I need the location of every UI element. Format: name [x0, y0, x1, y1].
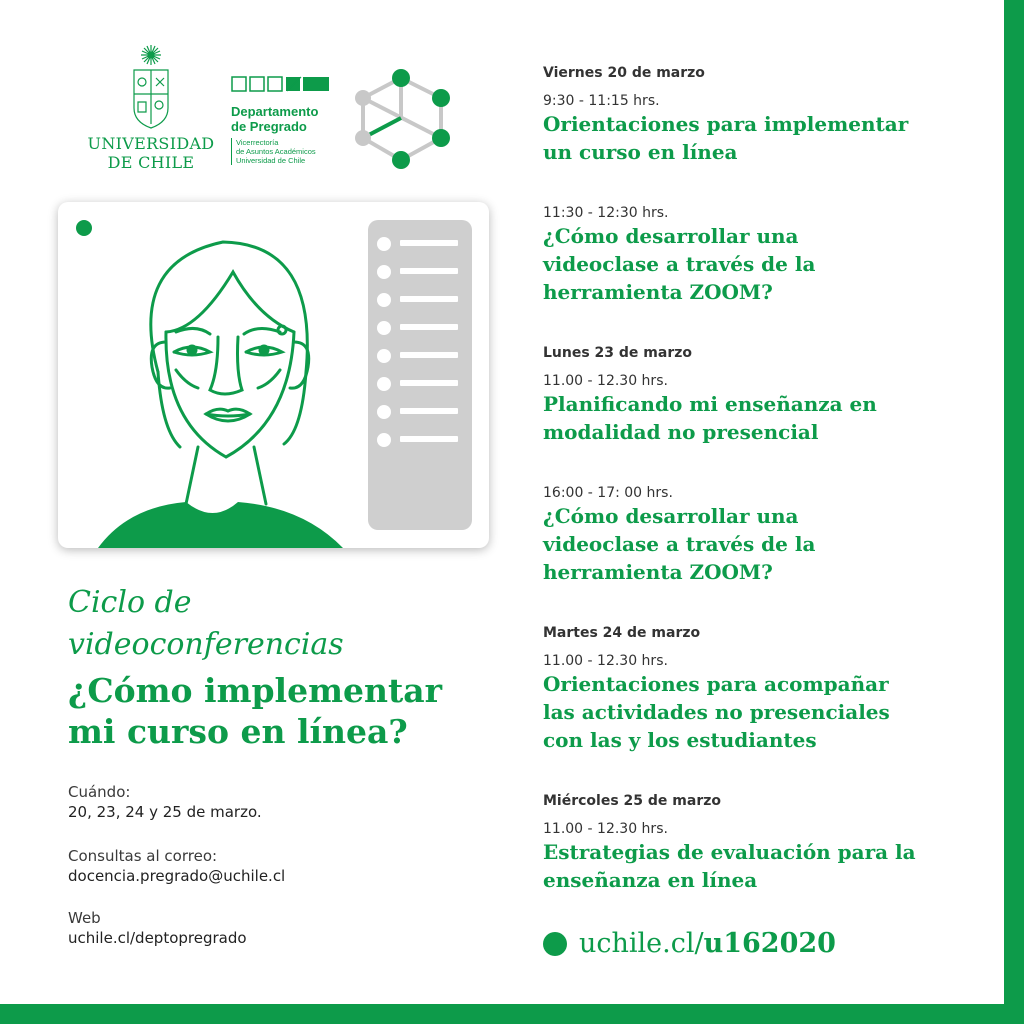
contact-label: Consultas al correo:: [68, 847, 218, 865]
bottom-border-bar: [0, 1004, 1024, 1024]
video-call-illustration: [58, 202, 489, 548]
day-heading: Martes 24 de marzo: [543, 625, 701, 641]
cycle-line2: videoconferencias: [68, 627, 344, 662]
day-heading: Lunes 23 de marzo: [543, 345, 693, 361]
session-title-line: las actividades no presenciales: [543, 700, 890, 724]
session-title-line: ¿Cómo desarrollar una: [543, 224, 799, 248]
session-time: 11:30 - 12:30 hrs.: [543, 205, 669, 221]
session-title-line: con las y los estudiantes: [543, 728, 817, 752]
session-title-line: Planificando mi enseñanza en: [543, 392, 877, 416]
woman-face-icon: [98, 242, 343, 548]
right-border-bar: [1004, 0, 1024, 1024]
department-subtitle: [231, 138, 341, 165]
session-title-line: un curso en línea: [543, 140, 738, 164]
schedule-day-4: [543, 792, 983, 894]
department-logo: [231, 74, 341, 174]
day-heading: Miércoles 25 de marzo: [543, 793, 722, 809]
footer-link[interactable]: [543, 928, 983, 960]
cycle-subtitle: [68, 582, 488, 666]
university-logo: [82, 42, 220, 172]
session-time: 9:30 - 11:15 hrs.: [543, 93, 660, 109]
schedule-day-2: [543, 344, 983, 446]
session-title: [543, 390, 983, 446]
session-title-line: Estrategias de evaluación para la: [543, 840, 916, 864]
video-call-card: [58, 202, 489, 548]
session-title-line: ¿Cómo desarrollar una: [543, 504, 799, 528]
session-title-line: videoclase a través de la: [543, 252, 816, 276]
hero-section: [68, 582, 488, 752]
session-time: 11.00 - 12.30 hrs.: [543, 821, 668, 837]
department-title-line2: de Pregrado: [231, 119, 307, 134]
title-line1: ¿Cómo implementar: [68, 671, 443, 710]
info-section: [68, 782, 488, 948]
session-title-line: Orientaciones para acompañar: [543, 672, 889, 696]
page-title: [68, 670, 488, 752]
when-label: Cuándo:: [68, 783, 131, 801]
session-title-line: enseñanza en línea: [543, 868, 758, 892]
recording-dot-icon: [76, 220, 92, 236]
university-name-line1: UNIVERSIDAD: [87, 134, 215, 153]
session-time: 11.00 - 12.30 hrs.: [543, 373, 668, 389]
footer-url-code: u162020: [703, 928, 836, 959]
department-sub-line1: Vicerrectoría: [236, 138, 279, 147]
schedule-day-1: [543, 64, 983, 166]
university-crest-icon: [82, 42, 220, 130]
session-title: [543, 670, 983, 754]
when-value: 20, 23, 24 y 25 de marzo.: [68, 803, 262, 821]
cycle-line1: Ciclo de: [68, 585, 192, 620]
department-title: [231, 104, 341, 134]
network-cube-icon: [348, 68, 458, 172]
web-label: Web: [68, 909, 101, 927]
web-link[interactable]: uchile.cl/deptopregrado: [68, 929, 247, 947]
session-time: 16:00 - 17: 00 hrs.: [543, 485, 673, 501]
contact-email-link[interactable]: docencia.pregrado@uchile.cl: [68, 867, 286, 885]
university-name-line2: DE CHILE: [107, 153, 195, 172]
department-mark-icon: [231, 74, 331, 94]
session-title: [543, 110, 983, 166]
session-title-line: modalidad no presencial: [543, 420, 819, 444]
session-title: [543, 838, 983, 894]
footer-url-prefix: uchile.cl/: [579, 928, 704, 959]
bullet-dot-icon: [543, 932, 567, 956]
schedule-day-3: [543, 624, 983, 754]
department-sub-line2: de Asuntos Académicos: [236, 147, 316, 156]
session-title-line: Orientaciones para implementar: [543, 112, 909, 136]
session-title-line: videoclase a través de la: [543, 532, 816, 556]
day-heading: Viernes 20 de marzo: [543, 65, 705, 81]
title-line2: mi curso en línea?: [68, 712, 408, 751]
footer-url: [579, 928, 836, 960]
department-title-line1: Departamento: [231, 104, 319, 119]
university-name: [82, 134, 220, 172]
session-title-line: herramienta ZOOM?: [543, 560, 773, 584]
department-sub-line3: Universidad de Chile: [236, 156, 306, 165]
session-time: 11.00 - 12.30 hrs.: [543, 653, 668, 669]
session-title: [543, 502, 983, 586]
schedule-session-2: [543, 204, 983, 306]
schedule-session-4: [543, 484, 983, 586]
session-title-line: herramienta ZOOM?: [543, 280, 773, 304]
session-title: [543, 222, 983, 306]
